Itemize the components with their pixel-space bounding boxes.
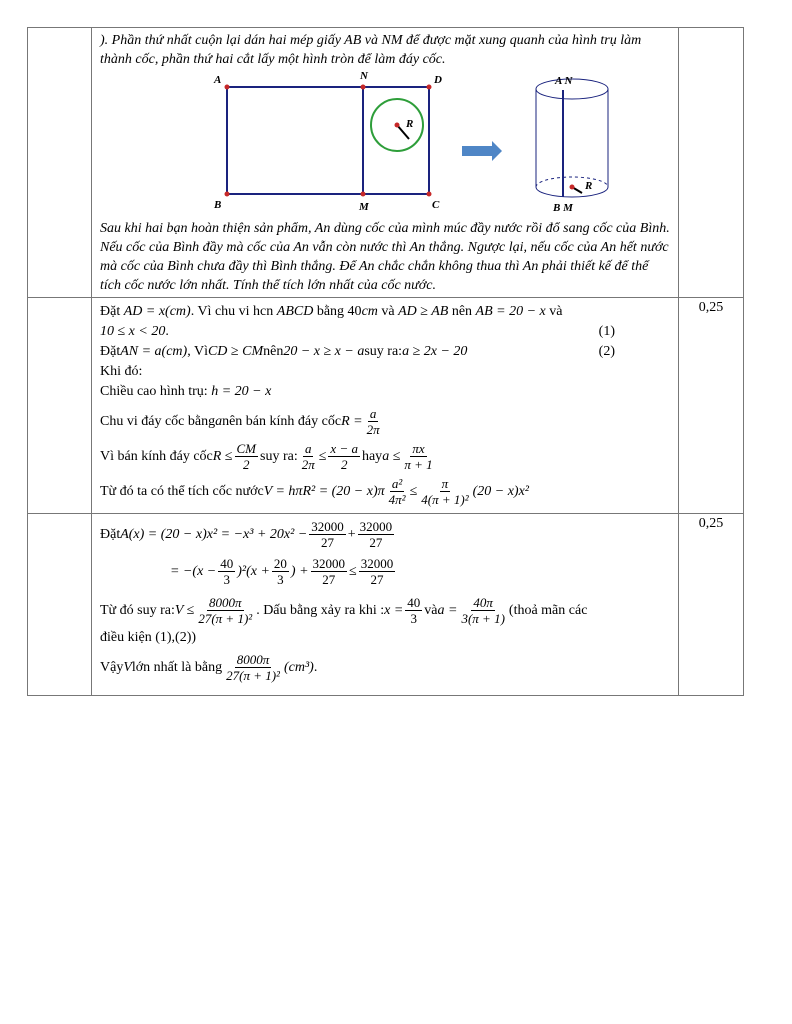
math: )²(x +: [237, 563, 270, 579]
row2-line4: điều kiện (1),(2)): [100, 630, 197, 645]
arrow-shape: [462, 141, 502, 161]
point-b: [225, 192, 230, 197]
math: AN = a(cm): [120, 344, 188, 359]
text: , Vì: [187, 344, 208, 359]
label-c: C: [432, 199, 440, 211]
fraction: $\frac{8000\pi}{\text{27(π + 1)²}}$: [226, 652, 280, 683]
text: hay: [361, 448, 383, 464]
point-c: [427, 192, 432, 197]
math: cm: [361, 304, 378, 319]
math: x =: [384, 602, 404, 618]
math: R ≤: [212, 448, 233, 464]
math: (cm³): [283, 659, 314, 675]
condition-tag-2: (2): [598, 344, 615, 359]
text: Đặt: [100, 304, 124, 319]
text: . Vì chu vi hcn: [190, 304, 277, 319]
math: R =: [341, 413, 363, 429]
text: và: [545, 304, 563, 319]
fraction: $\frac{8000\pi}{\text{27(π + 1)²}}$: [198, 595, 253, 626]
rectangle-abcd: [227, 87, 429, 194]
figure: [100, 69, 672, 219]
text: .: [313, 659, 318, 675]
row1-line6: [100, 406, 672, 437]
fraction: $\frac{32000}{27}$: [360, 556, 394, 587]
math: +: [347, 526, 356, 542]
text: Từ đó ta có thể tích cốc nước: [100, 483, 264, 499]
text: Đặt: [100, 526, 121, 542]
solution-row-2: [28, 514, 744, 696]
text: nên: [448, 304, 476, 319]
fraction: $\frac{\text{a²}}{\text{4π²}}$: [388, 476, 406, 507]
math: V ≤: [174, 602, 195, 618]
fraction: $\frac{x - a}{2}$: [330, 441, 358, 472]
text: bằng 40: [313, 304, 362, 319]
condition-tag-1: (1): [598, 324, 615, 339]
text: lớn nhất là bằng: [131, 659, 223, 675]
row1-line2: [100, 322, 672, 342]
row1-line3: [100, 342, 672, 362]
text: .: [165, 324, 169, 339]
cylinder-bottom-label: B M: [553, 202, 573, 214]
text: Đặt: [100, 344, 121, 359]
problem-line1: ). Phần thứ nhất cuộn lại dán hai mép giấy AB và NM để được mặt xung quanh của hình trụ làm thành cốc, phần thứ hai cắt lấy một hình tròn để làm đáy cốc.: [100, 33, 642, 67]
fraction: $\frac{\pi}{\text{4(π + 1)²}}$: [421, 476, 469, 507]
fraction: $\frac{32000}{27}$: [312, 556, 346, 587]
text: Từ đó suy ra:: [100, 602, 175, 618]
point-n: [361, 85, 366, 90]
math: a ≤: [382, 448, 401, 464]
math: ) +: [290, 563, 309, 579]
point-center: [395, 123, 400, 128]
text: Chiều cao hình trụ:: [100, 384, 212, 399]
math: (20 − x)x²: [472, 483, 530, 499]
problem-statement: [92, 28, 679, 298]
point-d: [427, 85, 432, 90]
intro-left-cell: [28, 28, 92, 298]
answer-table: [27, 27, 744, 696]
row1-line7: [100, 441, 672, 472]
math: AB = 20 − x: [475, 304, 546, 319]
solution-row-1: [28, 298, 744, 514]
fraction: $\frac{32000}{27}$: [311, 519, 344, 550]
math: ≤: [318, 448, 327, 464]
math: ABCD: [276, 304, 314, 319]
fraction: $\frac{40\pi}{3(\pi + 1)}$: [461, 595, 505, 626]
text: nên bán kính đáy cốc: [222, 413, 342, 429]
math: AD ≥ AB: [398, 304, 449, 319]
row1-content: [92, 298, 679, 514]
point-a: [225, 85, 230, 90]
label-r: R: [406, 118, 414, 130]
fraction: $\frac{a}{2\pi}$: [366, 406, 380, 437]
row1-line1: [100, 302, 672, 322]
row1-line8: [100, 476, 672, 507]
row2-line3: [100, 595, 672, 626]
label-n: N: [360, 70, 368, 82]
math: 20 − x ≥ x − a: [283, 344, 365, 359]
text: Vậy: [100, 659, 124, 675]
math: a ≥ 2x − 20: [402, 344, 468, 359]
cylinder-r-label: R: [585, 180, 593, 192]
text: Chu vi đáy cốc bằng: [100, 413, 216, 429]
label-d: D: [434, 74, 442, 86]
math: 10 ≤ x < 20: [100, 324, 166, 339]
intro-row: [28, 28, 744, 298]
text: suy ra:: [364, 344, 403, 359]
text: . Dấu bằng xảy ra khi :: [256, 602, 385, 618]
row2-content: [92, 514, 679, 696]
point-m: [361, 192, 366, 197]
figure-svg: [100, 69, 680, 219]
text: và: [377, 304, 399, 319]
math: = −: [170, 563, 193, 579]
intro-score-cell: [679, 28, 744, 298]
cylinder-top-label: A N: [555, 75, 573, 87]
math: V: [123, 659, 132, 675]
fraction: $\frac{\pi x}{\pi + 1}$: [404, 441, 433, 472]
math: h = 20 − x: [211, 384, 272, 399]
row2-line1: [100, 519, 672, 550]
fraction: $\frac{CM}{2}$: [236, 441, 256, 472]
math: AD = x(cm): [123, 304, 191, 319]
text: suy ra:: [260, 448, 298, 464]
problem-para2: Sau khi hai bạn hoàn thiện sản phẩm, An dùng cốc của mình múc đầy nước rồi đổ sang cốc của Bình. Nếu cốc của Bình đầy mà cốc của An vẫn còn nước thì An thắng. Ngược lại, nếu cốc của An hết nước mà cốc của Bình chưa đầy thì Bình thắng. Để An chắc chắn không thua thì An phải thiết kế để thể tích cốc nước lớn nhất. Tính thể tích lớn nhất của cốc nước.: [100, 221, 670, 293]
row1-left-cell: [28, 298, 92, 514]
label-m: M: [359, 201, 369, 213]
row2-score: 0,25: [679, 514, 744, 696]
fraction: $\frac{20}{3}$: [273, 556, 287, 587]
row1-line4: Khi đó:: [100, 364, 143, 379]
row2-line5: [100, 652, 672, 683]
row1-score: 0,25: [679, 298, 744, 514]
math: a =: [437, 602, 458, 618]
fraction: $\frac{a}{2\pi}$: [301, 441, 315, 472]
math: a: [215, 413, 223, 429]
label-b: B: [214, 199, 222, 211]
math: A(x) = (20 − x)x² = −x³ + 20x² −: [120, 526, 308, 542]
math: ≤: [409, 483, 418, 499]
text: (thoả mãn các: [508, 602, 588, 618]
fraction: $\frac{40}{3}$: [407, 595, 421, 626]
text: nên: [263, 344, 284, 359]
fraction: $\frac{32000}{27}$: [359, 519, 393, 550]
text: và: [424, 602, 438, 618]
math: V = hπR² = (20 − x)π: [263, 483, 385, 499]
row2-left-cell: [28, 514, 92, 696]
row1-line5: [100, 382, 672, 402]
cylinder-center: [570, 185, 575, 190]
row2-line2: [170, 556, 672, 587]
fraction: $\frac{40}{3}$: [220, 556, 234, 587]
label-a: A: [214, 74, 222, 86]
math: ≤: [349, 563, 357, 579]
math: CD ≥ CM: [207, 344, 264, 359]
text: Vì bán kính đáy cốc: [100, 448, 213, 464]
math: (x −: [192, 563, 217, 579]
